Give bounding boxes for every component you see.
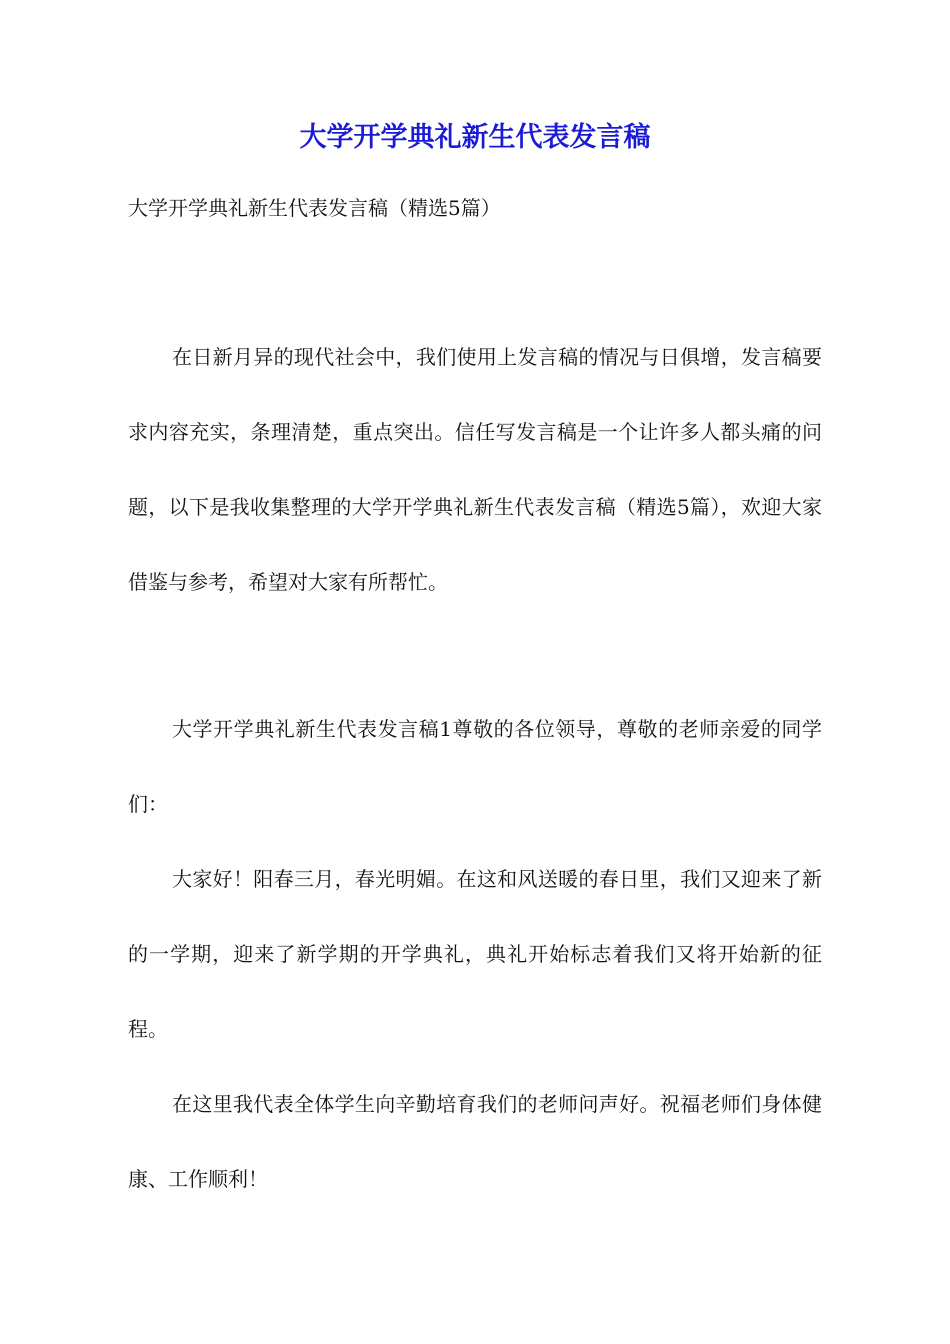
document-subtitle: 大学开学典礼新生代表发言稿（精选5篇） xyxy=(128,196,501,220)
document-title: 大学开学典礼新生代表发言稿 xyxy=(299,122,651,153)
speech-paragraph-thanks: 在这里我代表全体学生向辛勤培育我们的老师问声好。祝福老师们身体健康、工作顺利！ xyxy=(128,1092,822,1191)
speech-paragraph-greeting: 大家好！阳春三月，春光明媚。在这和风送暖的春日里，我们又迎来了新的一学期，迎来了新学期的开学典礼，典礼开始标志着我们又将开始新的征程。 xyxy=(128,867,822,1041)
intro-paragraph: 在日新月异的现代社会中，我们使用上发言稿的情况与日俱增，发言稿要求内容充实，条理清楚，重点突出。信任写发言稿是一个让许多人都头痛的问题，以下是我收集整理的大学开学典礼新生代表发言稿（精选5篇），欢迎大家借鉴与参考，希望对大家有所帮忙。 xyxy=(128,345,822,594)
speech-heading-paragraph: 大学开学典礼新生代表发言稿1尊敬的各位领导，尊敬的老师亲爱的同学们： xyxy=(128,717,822,816)
